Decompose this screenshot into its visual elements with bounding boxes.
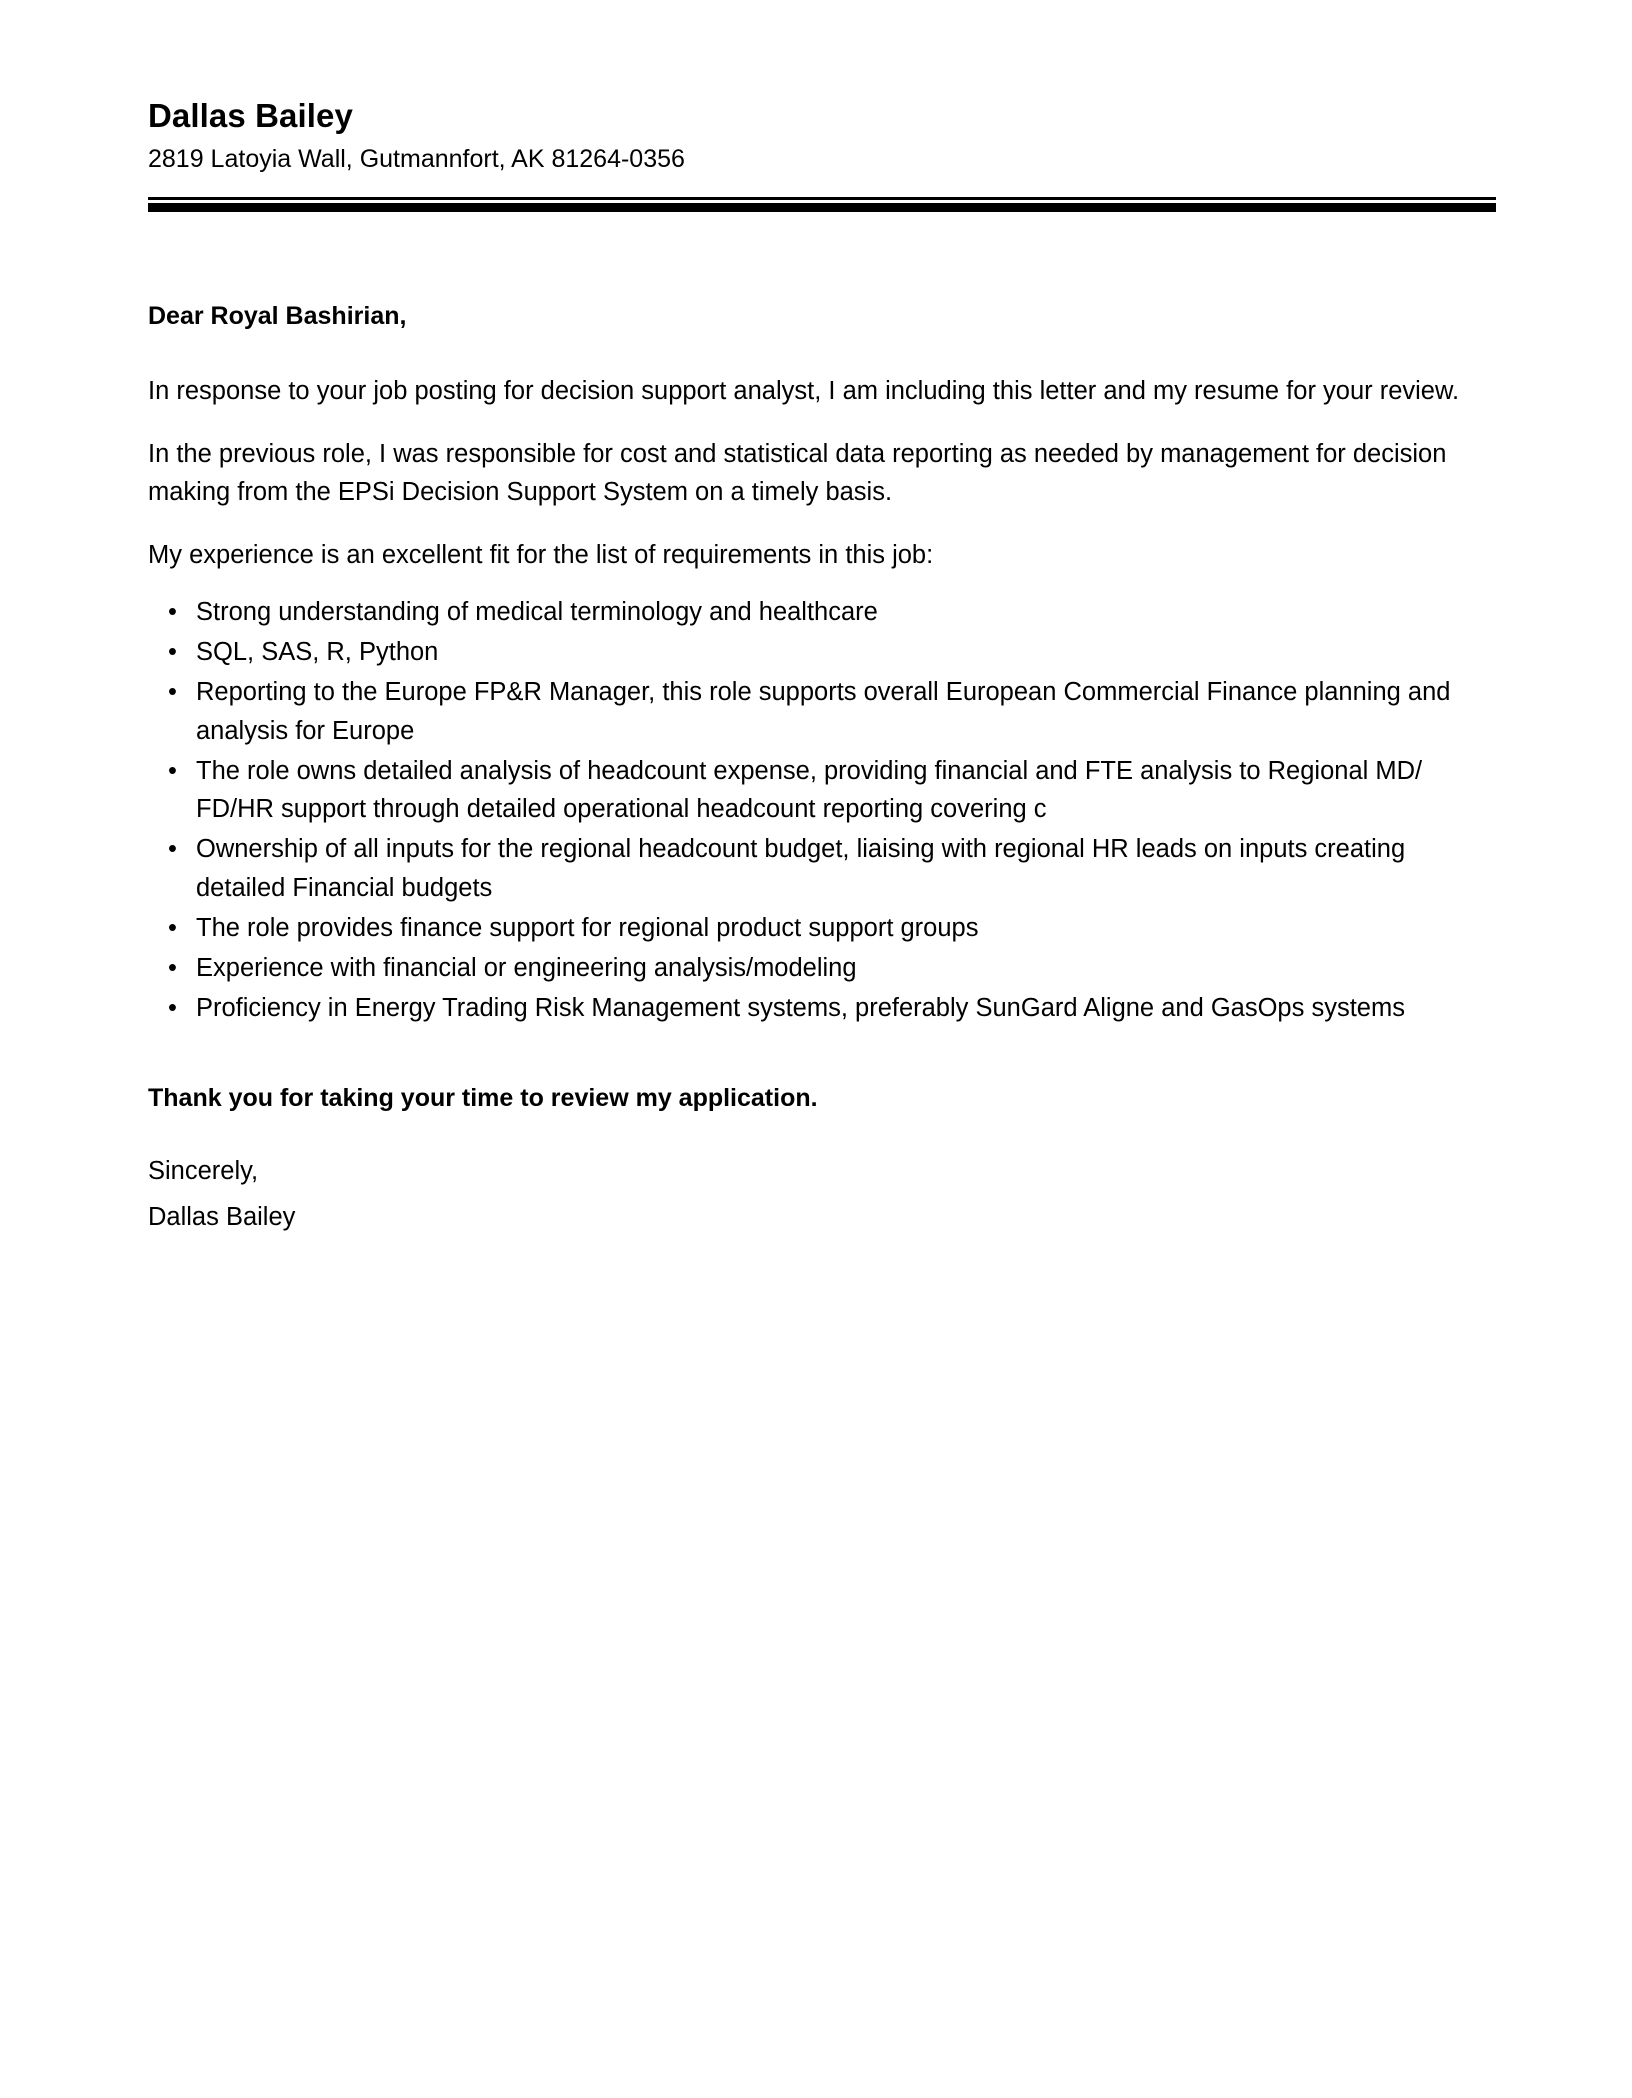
- list-item: [148, 673, 1488, 750]
- list-item-text: The role owns detailed analysis of headcount expense, providing financial and FTE analysis to Regional MD/ FD/HR support through detailed operational headcount reporting covering c: [196, 756, 1423, 823]
- list-item-text: Proficiency in Energy Trading Risk Management systems, preferably SunGard Aligne and GasOps systems: [196, 994, 1405, 1023]
- list-item-text: Experience with financial or engineering analysis/modeling: [196, 954, 857, 982]
- bullet-icon: •: [168, 756, 177, 785]
- closing-thanks: Thank you for taking your time to review my application.: [148, 1083, 818, 1112]
- list-item-text: Strong understanding of medical terminology and healthcare: [196, 597, 878, 626]
- divider-thick-line: [148, 203, 1496, 212]
- list-item: [148, 752, 1488, 829]
- body-paragraph-1: In response to your job posting for decision support analyst, I am including this letter and my resume for your review.: [148, 376, 1460, 405]
- bullet-icon: •: [168, 638, 177, 666]
- list-item: [148, 633, 1488, 671]
- bullet-icon: •: [168, 678, 177, 707]
- list-item: [148, 949, 1488, 987]
- signature-block: [148, 1152, 1488, 1237]
- bullet-icon: •: [168, 913, 177, 942]
- requirements-list: [148, 593, 1488, 1028]
- signoff-closing: Sincerely,: [148, 1156, 259, 1185]
- list-item-text: Reporting to the Europe FP&R Manager, this role supports overall European Commercial Finance planning and analysis for Europe: [196, 678, 1451, 745]
- list-item: [148, 593, 1488, 631]
- list-item-text: The role provides finance support for regional product support groups: [196, 913, 979, 942]
- bullet-icon: •: [168, 954, 177, 982]
- signoff-name: Dallas Bailey: [148, 1203, 296, 1231]
- list-item-text: SQL, SAS, R, Python: [196, 638, 439, 666]
- header-divider: [148, 197, 1496, 212]
- list-item: [148, 989, 1488, 1027]
- letter-body: [148, 298, 1488, 1237]
- sender-name: Dallas Bailey: [148, 97, 353, 134]
- requirements-intro: My experience is an excellent fit for the list of requirements in this job:: [148, 541, 934, 569]
- body-paragraph-2: In the previous role, I was responsible for cost and statistical data reporting as needed by management for decision making from the EPSi Decision Support System on a timely basis.: [148, 439, 1447, 507]
- list-item: [148, 830, 1488, 907]
- salutation: Dear Royal Bashirian,: [148, 301, 407, 330]
- list-item-text: Ownership of all inputs for the regional headcount budget, liaising with regional HR leads on inputs creating detailed Financial budgets: [196, 835, 1406, 902]
- bullet-icon: •: [168, 994, 177, 1023]
- bullet-icon: •: [168, 597, 177, 626]
- list-item: [148, 909, 1488, 947]
- sender-address: 2819 Latoyia Wall, Gutmannfort, AK 81264-0356: [148, 145, 685, 174]
- bullet-icon: •: [168, 835, 177, 864]
- letterhead: [148, 96, 1488, 176]
- letter-content: [148, 96, 1488, 1244]
